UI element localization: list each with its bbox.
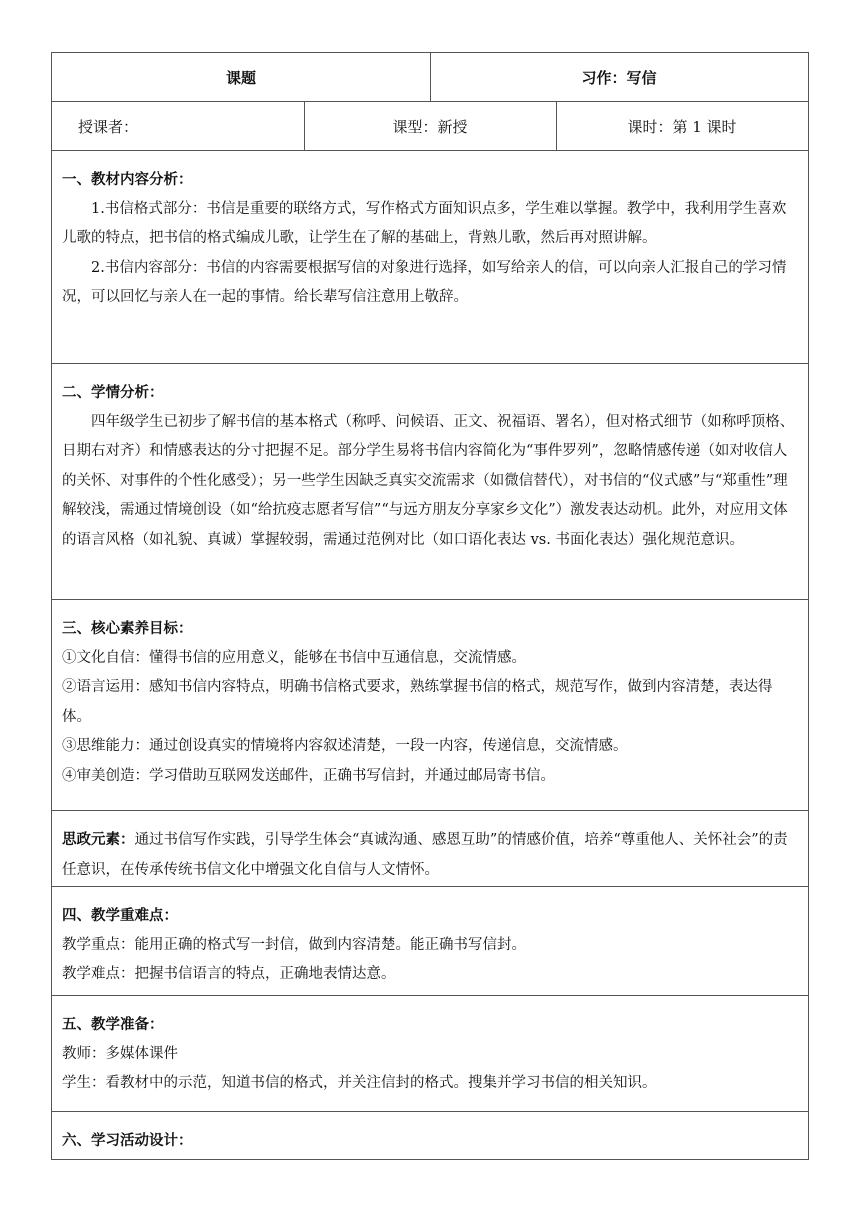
section-ideology [52,811,808,887]
paragraph: 1.书信格式部分：书信是重要的联络方式，写作格式方面知识点多，学生难以掌握。教学中，我利用学生喜欢儿歌的特点，把书信的格式编成儿歌，让学生在了解的基础上，背熟儿歌，然后再对照讲解。 [62,200,787,246]
section-title: 三、核心素养目标： [62,620,193,637]
list-item: 学生：看教材中的示范，知道书信的格式，并关注信封的格式。搜集并学习书信的相关知识。 [62,1075,657,1091]
section-title: 五、教学准备： [62,1016,164,1033]
teacher-label: 授课者： [78,117,139,136]
section-title: 二、学情分析： [62,384,164,401]
section-title: 思政元素： [62,831,135,848]
section-title: 四、教学重难点： [62,907,178,924]
paragraph [62,825,798,885]
list-item: 教学重点：能用正确的格式写一封信，做到内容清楚。能正确书写信封。 [62,936,526,953]
section-core-goals [52,600,808,811]
topic-value: 习作：写信 [581,68,657,87]
lesson-time: 课时：第 1 课时 [627,117,737,136]
section-key-points [52,887,808,996]
section-title: 一、教材内容分析： [62,171,193,188]
list-item: 教学难点：把握书信语言的特点，正确地表情达意。 [62,966,396,982]
list-item: ③思维能力：通过创设真实的情境将内容叙述清楚，一段一内容，传递信息，交流情感。 [62,738,628,754]
lesson-type: 课型：新授 [392,117,468,136]
section-title: 六、学习活动设计： [62,1132,193,1149]
paragraph: 2.书信内容部分：书信的内容需要根据写信的对象进行选择，如写给亲人的信，可以向亲人汇报自己的学习情况，可以回忆与亲人在一起的事情。给长辈写信注意用上敬辞。 [62,259,787,305]
section-student-analysis [52,364,808,600]
section-activity-design [52,1112,808,1159]
paragraph: 四年级学生已初步了解书信的基本格式（称呼、问候语、正文、祝福语、署名），但对格式细节（如称呼顶格、日期右对齐）和情感表达的分寸把握不足。部分学生易将书信内容简化为“事件罗列”，忽略情感传递（如对收信人的关怀、对事件的个性化感受）；另一些学生因缺乏真实交流需求（如微信替代），对书信的“仪式感”与“郑重性”理解较浅，需通过情境创设（如“给抗疫志愿者写信”“与远方朋友分享家乡文化”）激发表达动机。此外，对应用文体的语言风格（如礼貌、真诚）掌握较弱，需通过范例对比（如口语化表达 vs. 书面化表达）强化规范意识。 [62,413,795,548]
section-preparation [52,996,808,1112]
topic-row [52,53,808,102]
topic-label: 课题 [225,68,256,87]
list-item: ②语言运用：感知书信内容特点，明确书信格式要求，熟练掌握书信的格式，规范写作，做到内容清楚，表达得体。 [62,679,773,725]
list-item: ④审美创造：学习借助互联网发送邮件，正确书写信封，并通过邮局寄书信。 [62,767,555,784]
list-item: ①文化自信：懂得书信的应用意义，能够在书信中互通信息，交流情感。 [62,649,526,666]
info-row [52,102,808,151]
list-item: 教师：多媒体课件 [62,1045,178,1062]
section-text: 通过书信写作实践，引导学生体会“真诚沟通、感恩互助”的情感价值，培养“尊重他人、关怀社会”的责任意识，在传承传统书信文化中增强文化自信与人文情怀。 [62,832,788,878]
section-textbook-analysis [52,151,808,364]
lesson-plan-table [51,52,809,1160]
